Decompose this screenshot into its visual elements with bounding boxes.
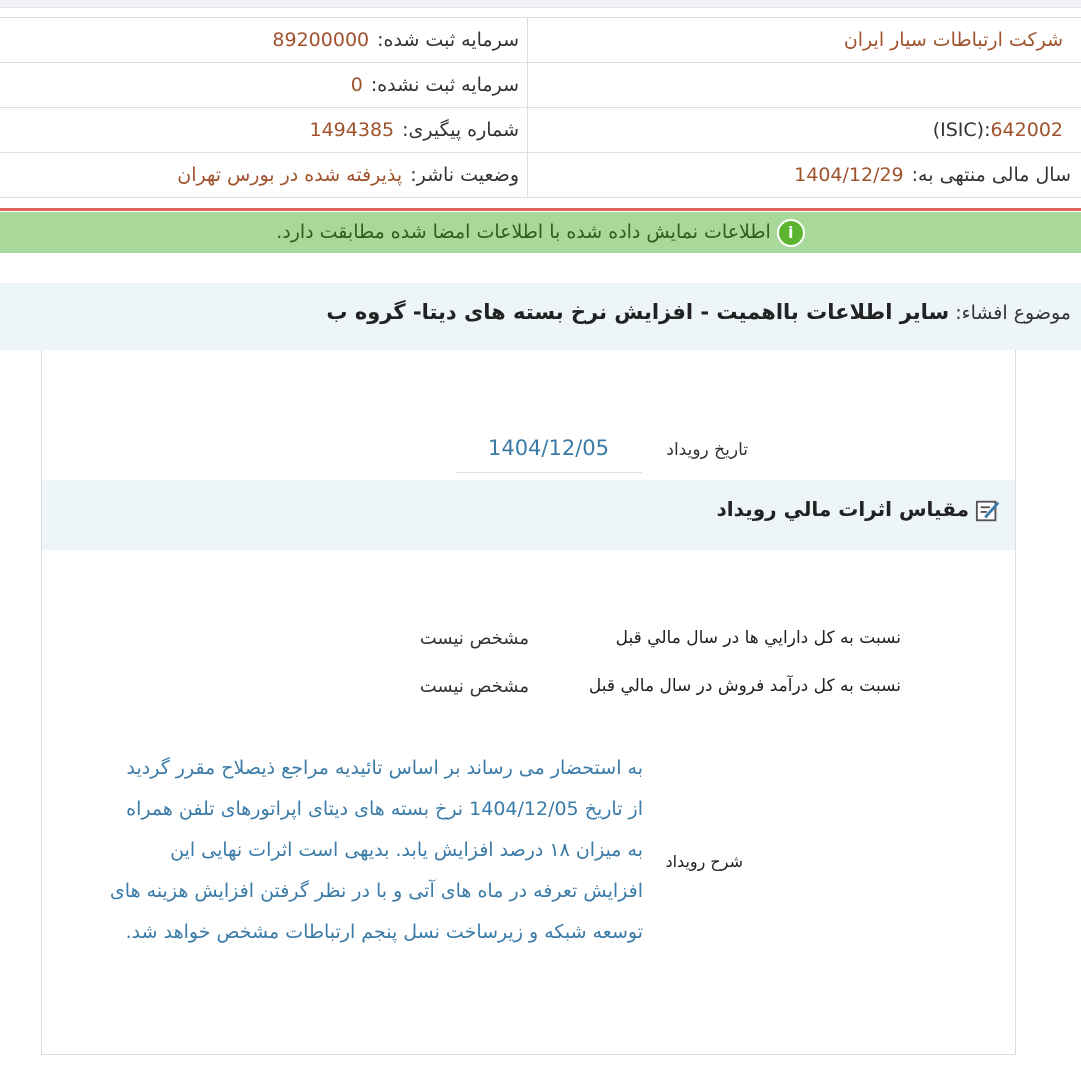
registered-capital: سرمایه ثبت شده:89200000 [272,29,519,51]
table-row [0,18,1081,63]
info-icon: i [777,219,805,247]
section-header: مقیاس اثرات مالي رویداد [42,480,1015,550]
event-date-label: تاریخ رویداد [666,440,748,460]
description-label: شرح رویداد [665,852,743,871]
table-row [0,153,1081,198]
ratio-assets-label: نسبت به کل دارايي ها در سال مالي قبل [615,628,901,648]
disclosure-subject: موضوع افشاء: سایر اطلاعات بااهمیت - افزایش نرخ بسته های دیتا- گروه ب [0,283,1081,350]
top-bar [0,0,1081,8]
separator-line [0,208,1081,211]
isic-code: (ISIC):642002 [932,119,1063,141]
company-info-table [0,17,1081,198]
fiscal-year-end: سال مالی منتهی به:1404/12/29 [794,164,1071,186]
edit-note-icon [975,498,1001,524]
ratio-revenue-value: مشخص نیست [419,676,529,697]
publisher-status: وضعیت ناشر:پذیرفته شده در بورس تهران [177,164,519,186]
unregistered-capital: سرمایه ثبت نشده:0 [350,74,519,96]
ratio-revenue-label: نسبت به کل درآمد فروش در سال مالي قبل [588,676,901,696]
tracking-number: شماره پیگیری:1494385 [309,119,519,141]
verification-notice: iاطلاعات نمایش داده شده با اطلاعات امضا شده مطابقت دارد. [0,212,1081,253]
event-description: به استحضار می رساند بر اساس تائیدیه مراجع ذیصلاح مقرر گردید از تاریخ 1404/12/05 نرخ بسته های دیتای اپراتورهای تلفن همراه به میزان ۱۸ درصد افزایش یابد. بدیهی است اثرات نهایی این افزایش تعرفه در ماه های آتی و با در نظر گرفتن افزایش هزینه های توسعه شبکه و زیرساخت نسل پنجم ارتباطات مشخص خواهد شد. [109,757,643,943]
column-divider [527,18,528,196]
event-date-value: 1404/12/05 [455,432,642,473]
company-name: شرکت ارتباطات سیار ایران [843,29,1063,51]
table-row [0,63,1081,108]
ratio-assets-value: مشخص نیست [419,628,529,649]
table-row [0,108,1081,153]
